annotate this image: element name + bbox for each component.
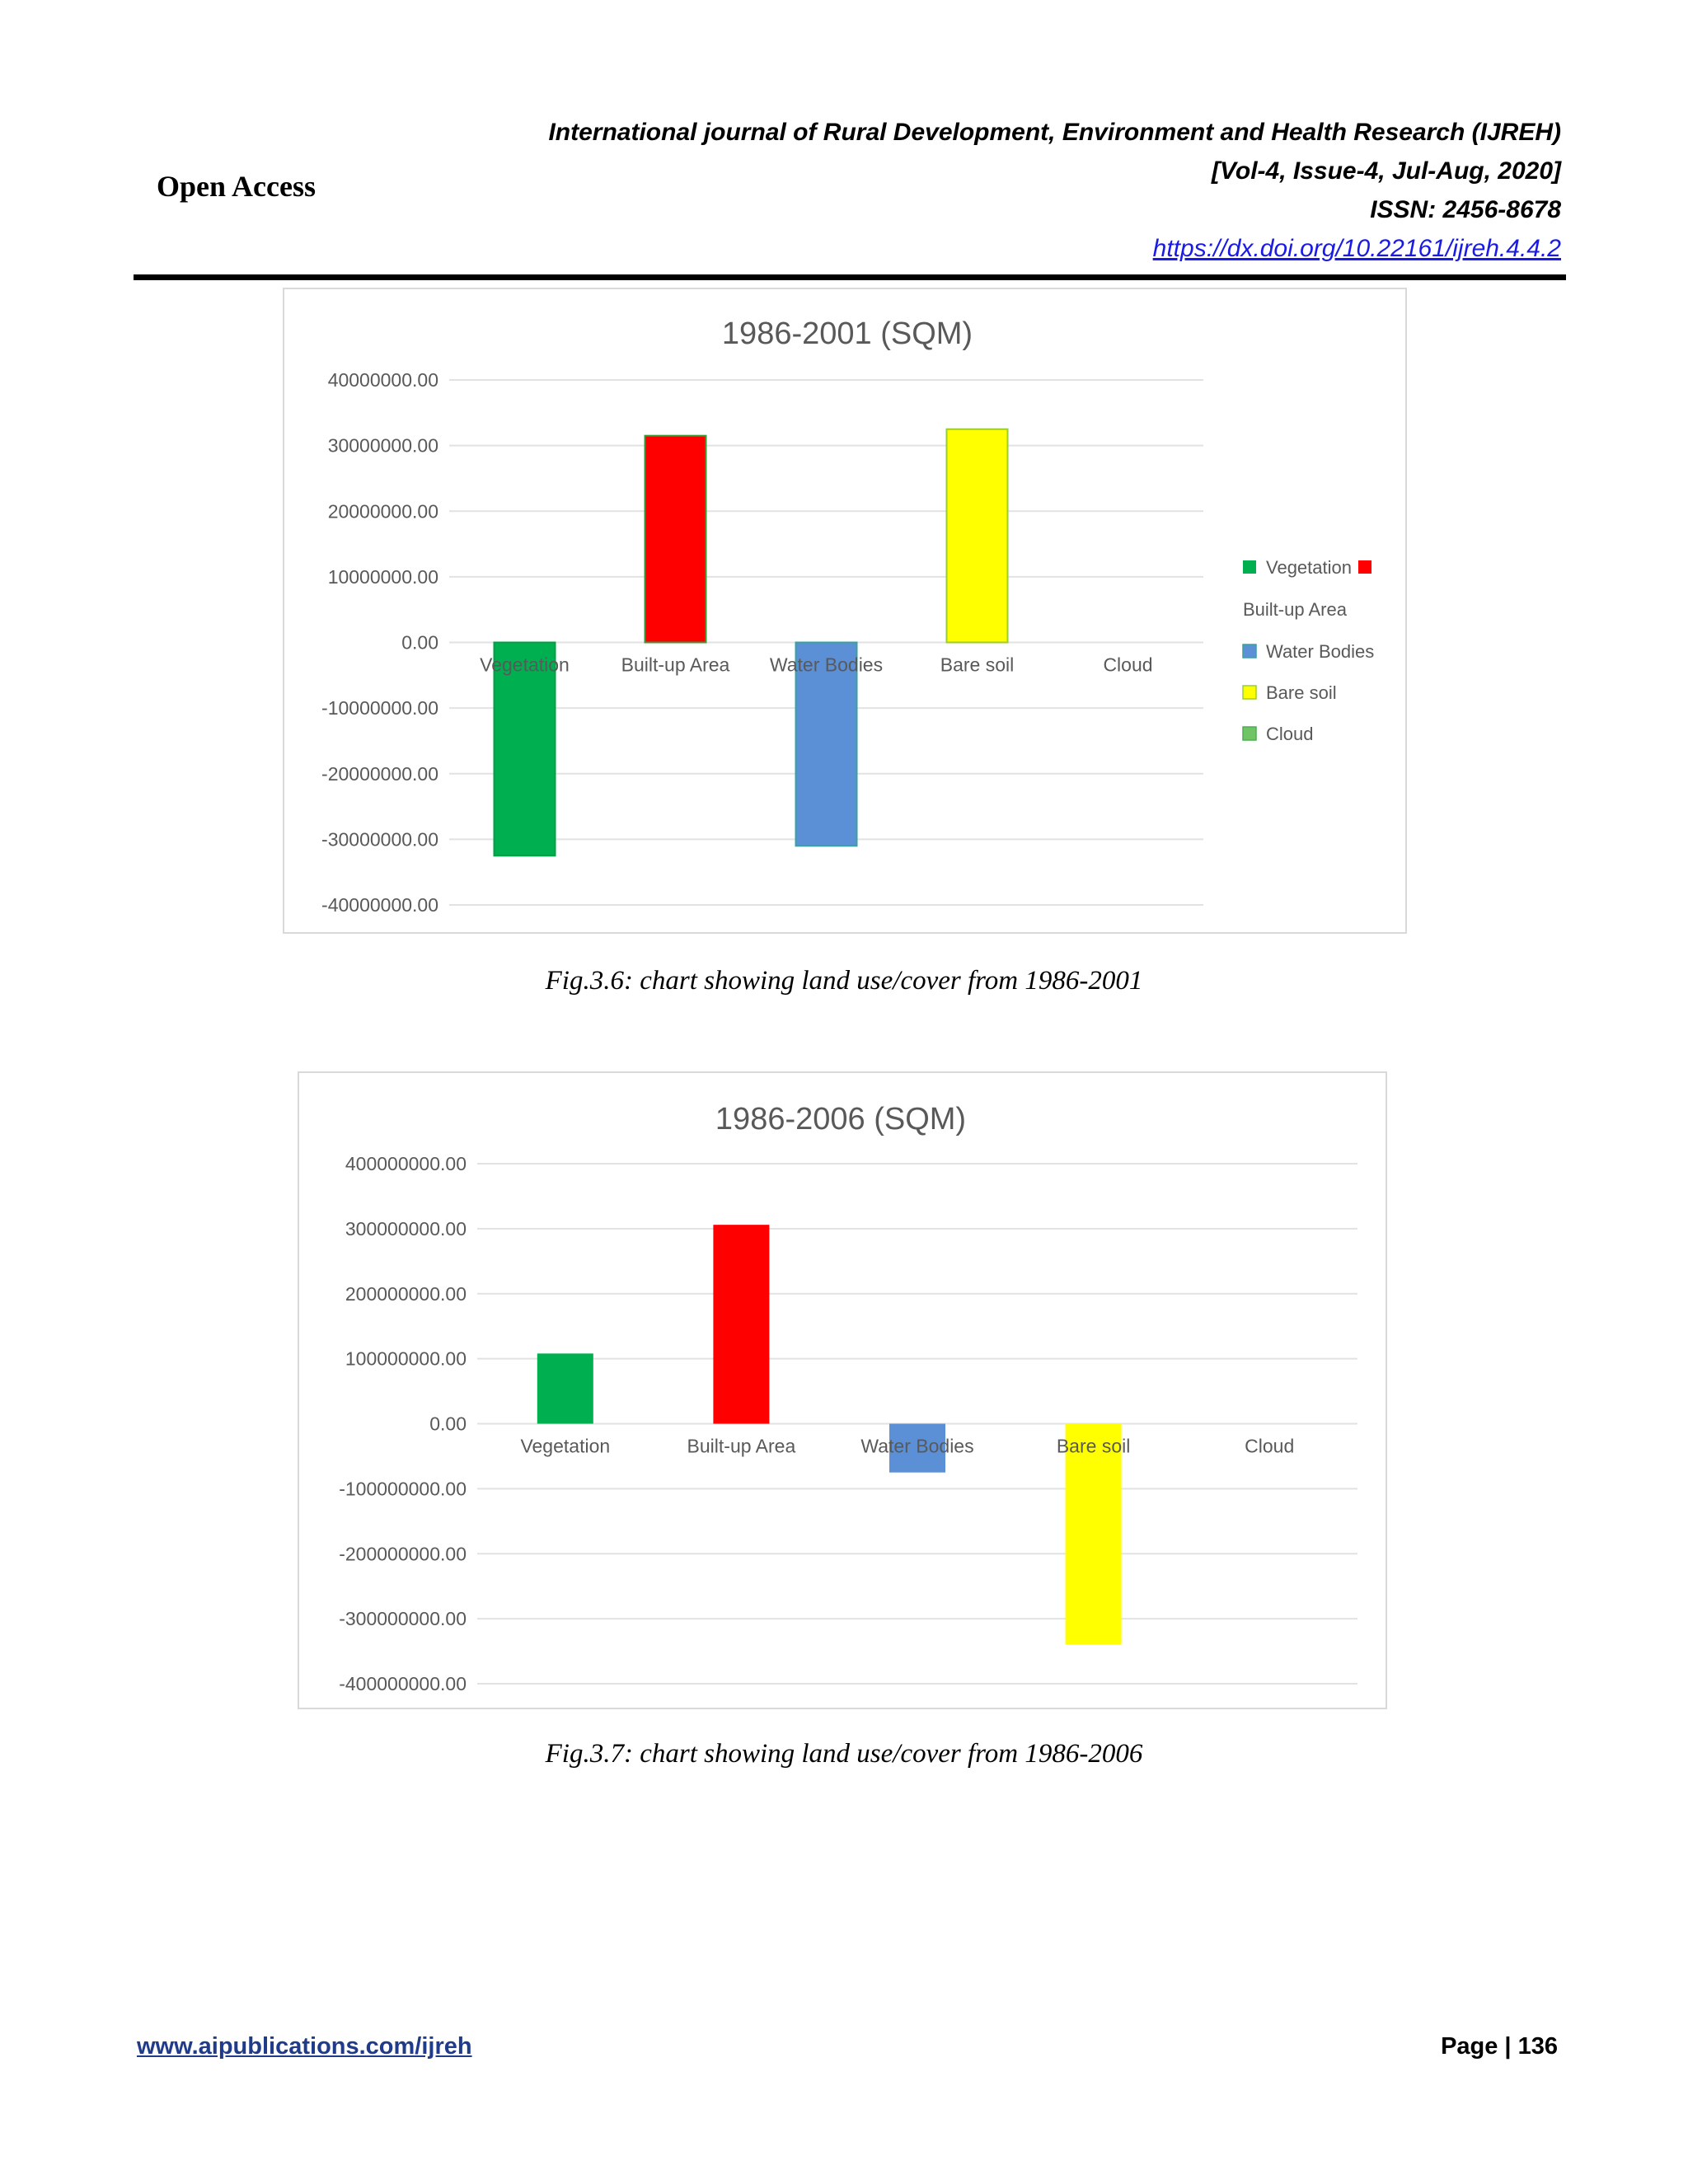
footer-website-link[interactable]: www.aipublications.com/ijreh <box>137 2033 472 2060</box>
bar-built-up-area <box>713 1225 769 1423</box>
y-tick-label: -300000000.00 <box>339 1608 467 1630</box>
chart-1986-2006-svg <box>299 1073 1386 1708</box>
category-label: Bare soil <box>1056 1435 1131 1457</box>
y-tick-label: 20000000.00 <box>327 500 438 523</box>
legend-label: Vegetation <box>1266 557 1352 578</box>
y-tick-label: 400000000.00 <box>345 1153 467 1174</box>
category-label: Cloud <box>1103 654 1153 676</box>
y-tick-label: -100000000.00 <box>339 1478 467 1500</box>
open-access-label: Open Access <box>157 170 316 203</box>
y-tick-label: -200000000.00 <box>339 1543 467 1565</box>
y-tick-label: -400000000.00 <box>339 1673 467 1694</box>
y-tick-label: -20000000.00 <box>321 762 438 785</box>
category-label: Vegetation <box>520 1435 611 1457</box>
journal-issn: ISSN: 2456-8678 <box>1370 196 1561 223</box>
y-tick-label: 300000000.00 <box>345 1217 467 1240</box>
legend-swatch <box>1243 560 1256 574</box>
bar-vegetation <box>537 1353 593 1423</box>
chart-1986-2001 <box>283 288 1407 934</box>
legend-swatch <box>1243 644 1256 658</box>
y-tick-label: -30000000.00 <box>321 828 438 851</box>
header-divider <box>134 274 1566 280</box>
legend-swatch <box>1358 560 1372 574</box>
y-tick-label: -10000000.00 <box>321 697 438 719</box>
y-tick-label: 40000000.00 <box>327 369 438 391</box>
category-label: Water Bodies <box>860 1435 974 1457</box>
journal-title: International journal of Rural Development, Environment and Health Research (IJREH) <box>548 119 1561 146</box>
figure-caption-3-7: Fig.3.7: chart showing land use/cover from 1986-2006 <box>545 1739 1143 1769</box>
bar-bare-soil <box>947 429 1008 643</box>
y-tick-label: 100000000.00 <box>345 1347 467 1370</box>
bar-built-up-area <box>645 436 706 643</box>
journal-issue: [Vol-4, Issue-4, Jul-Aug, 2020] <box>1212 157 1561 185</box>
category-label: Water Bodies <box>769 654 884 676</box>
y-tick-label: -40000000.00 <box>321 894 438 916</box>
doi-link[interactable]: https://dx.doi.org/10.22161/ijreh.4.4.2 <box>1152 235 1561 262</box>
y-tick-label: 10000000.00 <box>327 565 438 588</box>
legend-label: Bare soil <box>1266 682 1337 703</box>
y-tick-label: 30000000.00 <box>327 434 438 457</box>
chart-1986-2006 <box>298 1071 1387 1709</box>
category-label: Bare soil <box>940 654 1015 676</box>
legend-label: Cloud <box>1266 724 1314 744</box>
legend-label: Built-up Area <box>1243 599 1347 620</box>
figure-caption-3-6: Fig.3.6: chart showing land use/cover from 1986-2001 <box>545 966 1143 996</box>
category-label: Built-up Area <box>621 654 730 676</box>
bar-bare-soil <box>1066 1424 1122 1645</box>
legend-swatch <box>1243 727 1256 740</box>
category-label: Cloud <box>1245 1435 1295 1457</box>
category-label: Vegetation <box>480 654 570 676</box>
y-tick-label: 200000000.00 <box>345 1282 467 1305</box>
category-label: Built-up Area <box>687 1435 796 1457</box>
y-tick-label: 0.00 <box>401 631 438 654</box>
y-tick-label: 0.00 <box>429 1413 467 1435</box>
legend-label: Water Bodies <box>1266 641 1375 662</box>
chart-1986-2001-svg <box>284 289 1405 932</box>
chart-title: 1986-2001 (SQM) <box>721 316 973 351</box>
page-number: Page | 136 <box>1441 2033 1558 2060</box>
legend-swatch <box>1243 686 1256 699</box>
chart-title: 1986-2006 (SQM) <box>715 1102 967 1137</box>
